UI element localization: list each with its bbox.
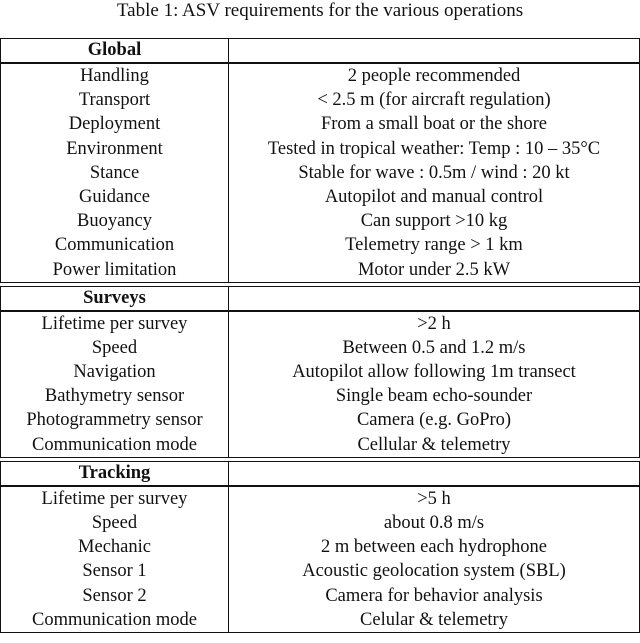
- table-caption: Table 1: ASV requirements for the various operations: [116, 0, 524, 21]
- section-surveys: [0, 286, 640, 458]
- requirement-value: Cellular & telemetry: [357, 434, 511, 455]
- requirement-value: Celular & telemetry: [360, 609, 508, 630]
- table-row: [0, 336, 640, 360]
- requirement-value: Acoustic geolocation system (SBL): [302, 561, 566, 582]
- table-row: [0, 433, 640, 458]
- table-row: [0, 209, 640, 233]
- table-row: [0, 258, 640, 283]
- section-tracking: [0, 461, 640, 633]
- table-row: [0, 63, 640, 88]
- table-row: [0, 161, 640, 185]
- table-row: [0, 408, 640, 432]
- requirement-value: Stable for wave : 0.5m / wind : 20 kt: [298, 162, 570, 183]
- table-row: [0, 559, 640, 583]
- requirement-value: Single beam echo-sounder: [335, 386, 533, 407]
- table-row: [0, 486, 640, 511]
- requirement-label: Sensor 1: [1, 559, 229, 583]
- requirement-label: Guidance: [1, 185, 229, 209]
- requirement-label: Communication mode: [1, 608, 229, 632]
- requirement-label: Lifetime per survey: [1, 312, 229, 336]
- requirement-value: From a small boat or the shore: [320, 114, 548, 135]
- requirement-label: Transport: [1, 88, 229, 112]
- requirement-value: Autopilot and manual control: [324, 186, 544, 207]
- requirement-value: Motor under 2.5 kW: [357, 259, 511, 280]
- requirement-label: Communication mode: [1, 433, 229, 457]
- requirement-value: Between 0.5 and 1.2 m/s: [342, 337, 526, 358]
- section-header-empty-cell: [229, 462, 639, 485]
- requirement-label: Environment: [1, 137, 229, 161]
- requirement-value: 2 m between each hydrophone: [320, 537, 548, 558]
- section-title: Tracking: [1, 462, 229, 485]
- requirement-label: Speed: [1, 511, 229, 535]
- requirement-label: Bathymetry sensor: [1, 384, 229, 408]
- table-row: [0, 185, 640, 209]
- section-header: [0, 38, 640, 63]
- requirement-value: Can support >10 kg: [360, 211, 508, 232]
- table-row: [0, 112, 640, 136]
- requirement-label: Photogrammetry sensor: [1, 408, 229, 432]
- requirement-label: Deployment: [1, 112, 229, 136]
- table-row: [0, 311, 640, 336]
- section-global: [0, 38, 640, 283]
- table-row: [0, 233, 640, 257]
- requirement-label: Navigation: [1, 360, 229, 384]
- requirement-value: Telemetry range > 1 km: [345, 235, 523, 256]
- requirement-label: Stance: [1, 161, 229, 185]
- table-row: [0, 88, 640, 112]
- requirement-value: 2 people recommended: [347, 66, 521, 86]
- requirement-value: >2 h: [417, 313, 451, 334]
- requirement-value: about 0.8 m/s: [383, 513, 485, 533]
- section-title: Surveys: [1, 287, 229, 310]
- requirement-label: Mechanic: [1, 535, 229, 559]
- requirement-value: Tested in tropical weather: Temp : 10 – 35°C: [267, 138, 601, 159]
- table-row: [0, 608, 640, 633]
- requirement-label: Speed: [1, 336, 229, 360]
- section-header: [0, 286, 640, 311]
- requirement-label: Lifetime per survey: [1, 487, 229, 511]
- requirement-value: >5 h: [417, 488, 451, 509]
- table-row: [0, 360, 640, 384]
- table-row: [0, 511, 640, 535]
- requirement-label: Power limitation: [1, 258, 229, 282]
- section-title: Global: [1, 39, 229, 62]
- section-header-empty-cell: [229, 39, 639, 62]
- requirements-table: [0, 38, 640, 633]
- section-header-empty-cell: [229, 287, 639, 310]
- requirement-label: Communication: [1, 233, 229, 257]
- requirement-value: Camera for behavior analysis: [325, 585, 543, 606]
- table-row: [0, 584, 640, 608]
- requirement-value: Autopilot allow following 1m transect: [292, 362, 576, 383]
- table-row: [0, 384, 640, 408]
- table-row: [0, 535, 640, 559]
- requirement-value: Camera (e.g. GoPro): [356, 410, 512, 431]
- requirement-label: Sensor 2: [1, 584, 229, 608]
- requirement-label: Buoyancy: [1, 209, 229, 233]
- section-header: [0, 461, 640, 486]
- table-row: [0, 137, 640, 161]
- requirement-value: < 2.5 m (for aircraft regulation): [317, 90, 551, 111]
- requirement-label: Handling: [1, 64, 229, 88]
